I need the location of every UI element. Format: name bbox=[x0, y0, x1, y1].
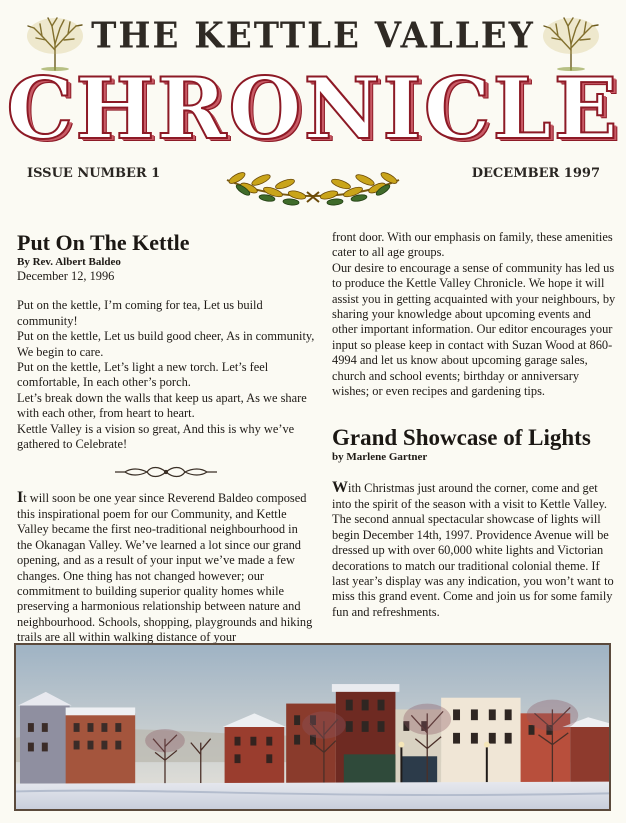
poem-line: Let’s break down the walls that keep us apart, As we share with each other, from heart to heart. bbox=[17, 390, 307, 421]
article1-continued bbox=[332, 230, 616, 399]
article1-closing-text: Our desire to encourage a sense of community has led us to produce the Kettle Valley Chronicle. We hope it will assist you in getting acquainted with your neighbours, by sharing your knowledge about upcoming events and other important information. Our editor encourages your input so please keep in contact with Suzan Wood at 860-4994 and let us know about upcoming garage sales, church and school events; birthday or anniversary wishes; or even recipes and gardening tips. bbox=[332, 260, 616, 399]
winter-street-scene-icon bbox=[16, 645, 609, 809]
poem-line: Put on the kettle, Let’s light a new torch. Let’s feel comfortable, In each other’s porch. bbox=[17, 360, 269, 390]
drop-cap: I bbox=[17, 489, 24, 507]
article1-body bbox=[17, 490, 315, 645]
article1-date: December 12, 1996 bbox=[17, 269, 115, 283]
poem-line: Put on the kettle, Let us build good cheer, As in community, We begin to care. bbox=[17, 329, 315, 359]
left-column bbox=[17, 230, 315, 646]
article1-body-text: t will soon be one year since Reverend Baldeo composed this inspirational poem for our Community, and Kettle Valley became the first neo-traditional neighbourhood in the Okanagan Valley. We’ve learned a lot since our grand opening, and as a result of your input we’ve made a few changes. One thing has not changed however; our commitment to building superior quality homes while preserving a harmonious relationship between nature and neighbourhood. Schools, shopping, playgrounds and hiking trails are all within walking distance of your bbox=[17, 491, 313, 645]
poem-line: Put on the kettle, I’m coming for tea, Let us build community! bbox=[17, 298, 263, 328]
poem bbox=[17, 298, 315, 452]
article2-byline: by Marlene Gartner bbox=[332, 451, 428, 464]
laurel-wreath-icon bbox=[215, 162, 411, 216]
article2-body-text: ith Christmas just around the corner, come and get into the spirit of the season with a visit to Kettle Valley. The second annual spectacular showcase of lights will begin December 14th, 1997. Providence Avenue will be dressed up with over 60,000 white lights and Victorian decorations to match our traditional colonial theme. If last year’s display was any indication, you won’t want to miss this grand event. Come and join us for some family fun and refreshments. bbox=[332, 481, 614, 619]
masthead-line1: THE KETTLE VALLEY bbox=[91, 15, 535, 57]
article1-byline: By Rev. Albert Baldeo bbox=[17, 256, 121, 268]
ornament-flourish-icon bbox=[111, 464, 221, 480]
issue-number: ISSUE NUMBER 1 bbox=[27, 166, 161, 181]
drop-cap: W bbox=[332, 479, 348, 497]
article1-headline: Put On The Kettle bbox=[17, 230, 190, 255]
article2-headline: Grand Showcase of Lights bbox=[332, 425, 591, 451]
village-street-painting bbox=[14, 643, 611, 811]
poem-line: Kettle Valley is a vision so great, And this is why we’ve gathered to Celebrate! bbox=[17, 421, 295, 452]
article2-body bbox=[332, 480, 616, 620]
masthead-title: CHRONICLE bbox=[6, 59, 620, 158]
right-column bbox=[332, 230, 616, 620]
issue-date: DECEMBER 1997 bbox=[471, 166, 600, 181]
article1-continued-text: front door. With our emphasis on family, these amenities cater to all age groups. bbox=[332, 230, 613, 260]
